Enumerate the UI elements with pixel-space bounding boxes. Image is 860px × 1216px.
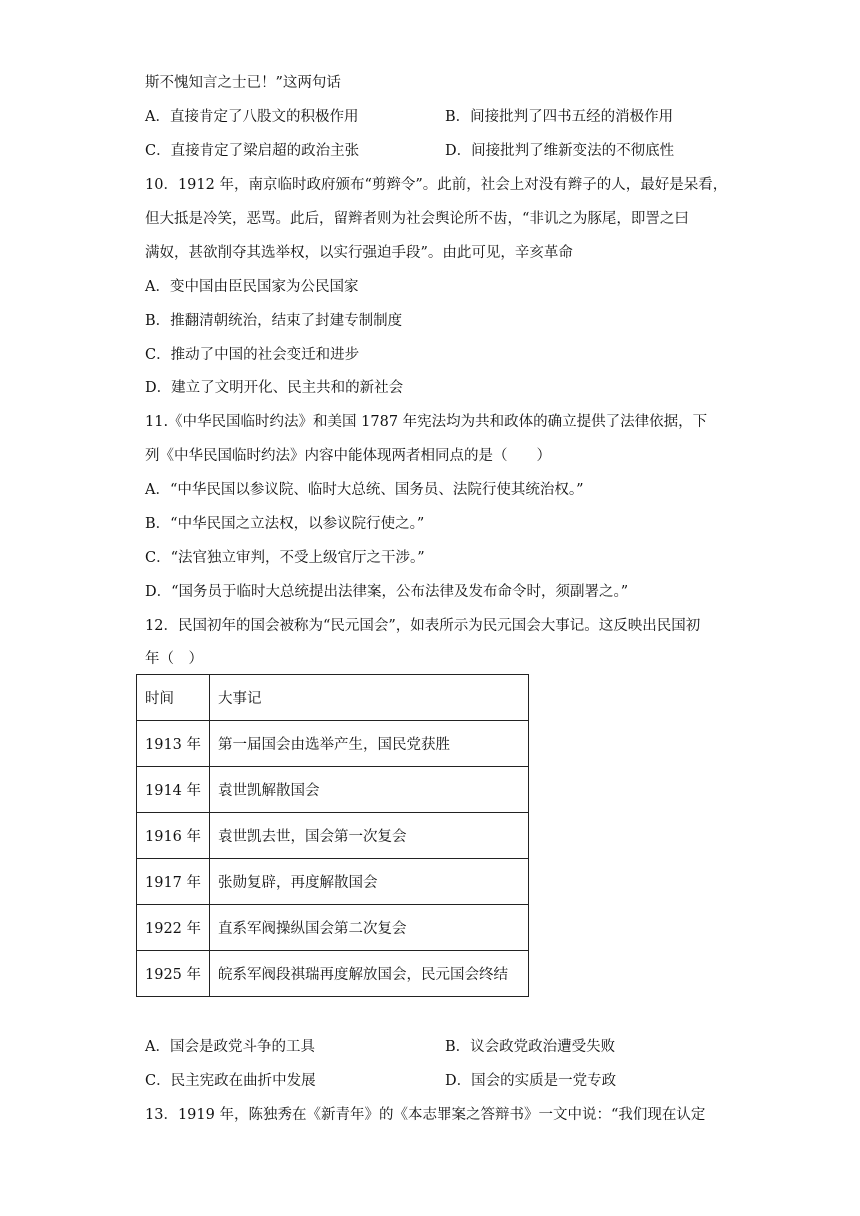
q11-option-c[interactable]: C．“法官独立审判，不受上级官厅之干涉。” (145, 550, 425, 566)
table-row (137, 813, 529, 859)
q12-stem-line-1: 12．民国初年的国会被称为“民元国会”，如表所示为民元国会大事记。这反映出民国初 (145, 618, 701, 634)
q11-option-b[interactable]: B．“中华民国之立法权，以参议院行使之。” (145, 516, 425, 532)
table-cell-event: 张勋复辟，再度解散国会 (210, 859, 529, 905)
table-cell-year: 1917 年 (137, 859, 210, 905)
table-row (137, 905, 529, 951)
q9-option-d[interactable]: D．间接批判了维新变法的不彻底性 (445, 143, 675, 159)
table-header-event: 大事记 (210, 675, 529, 721)
q10-stem-line-3: 满奴，甚欲削夺其选举权，以实行强迫手段”。由此可见，辛亥革命 (145, 245, 573, 261)
table-cell-event: 皖系军阀段祺瑞再度解放国会，民元国会终结 (210, 951, 529, 997)
q11-stem-line-2: 列《中华民国临时约法》内容中能体现两者相同点的是（ ） (145, 448, 551, 464)
q12-events-table (136, 674, 529, 997)
table-cell-event: 直系军阀操纵国会第二次复会 (210, 905, 529, 951)
table-cell-event: 袁世凯去世，国会第一次复会 (210, 813, 529, 859)
q11-stem-line-1: 11.《中华民国临时约法》和美国 1787 年宪法均为共和政体的确立提供了法律依据，下 (145, 414, 708, 430)
table-row (137, 859, 529, 905)
table-cell-event: 袁世凯解散国会 (210, 767, 529, 813)
table-cell-year: 1925 年 (137, 951, 210, 997)
q10-option-c[interactable]: C．推动了中国的社会变迁和进步 (145, 347, 360, 363)
q9-stem-tail: 斯不愧知言之士已！”这两句话 (145, 75, 341, 91)
q10-stem-line-1: 10．1912 年，南京临时政府颁布“剪辫令”。此前，社会上对没有辫子的人，最好是呆看， (145, 177, 728, 193)
q12-option-d[interactable]: D．国会的实质是一党专政 (445, 1073, 617, 1089)
table-header-time: 时间 (137, 675, 210, 721)
q10-option-d[interactable]: D．建立了文明开化、民主共和的新社会 (145, 380, 404, 396)
q9-option-b[interactable]: B．间接批判了四书五经的消极作用 (445, 109, 674, 125)
table-row (137, 767, 529, 813)
q12-option-a[interactable]: A．国会是政党斗争的工具 (145, 1039, 315, 1055)
table-cell-year: 1916 年 (137, 813, 210, 859)
table-row (137, 951, 529, 997)
q13-stem-line-1: 13．1919 年，陈独秀在《新青年》的《本志罪案之答辩书》一文中说：“我们现在认定 (145, 1107, 706, 1123)
q9-option-c[interactable]: C．直接肯定了梁启超的政治主张 (145, 143, 360, 159)
table-row (137, 721, 529, 767)
q10-option-b[interactable]: B．推翻清朝统治，结束了封建专制制度 (145, 313, 403, 329)
q9-option-a[interactable]: A．直接肯定了八股文的积极作用 (145, 109, 359, 125)
table-cell-event: 第一届国会由选举产生，国民党获胜 (210, 721, 529, 767)
q10-option-a[interactable]: A．变中国由臣民国家为公民国家 (145, 279, 359, 295)
table-header-row (137, 675, 529, 721)
table-cell-year: 1913 年 (137, 721, 210, 767)
q11-option-a[interactable]: A．“中华民国以参议院、临时大总统、国务员、法院行使其统治权。” (145, 482, 584, 498)
q12-option-b[interactable]: B．议会政党政治遭受失败 (445, 1039, 616, 1055)
table-cell-year: 1914 年 (137, 767, 210, 813)
q11-option-d[interactable]: D．“国务员于临时大总统提出法律案，公布法律及发布命令时，须副署之。” (145, 584, 629, 600)
q12-option-c[interactable]: C．民主宪政在曲折中发展 (145, 1073, 316, 1089)
q12-stem-line-2: 年（ ） (145, 651, 203, 667)
table-cell-year: 1922 年 (137, 905, 210, 951)
q10-stem-line-2: 但大抵是冷笑，恶骂。此后，留辫者则为社会舆论所不齿，“非讥之为豚尾，即詈之曰 (145, 211, 689, 227)
